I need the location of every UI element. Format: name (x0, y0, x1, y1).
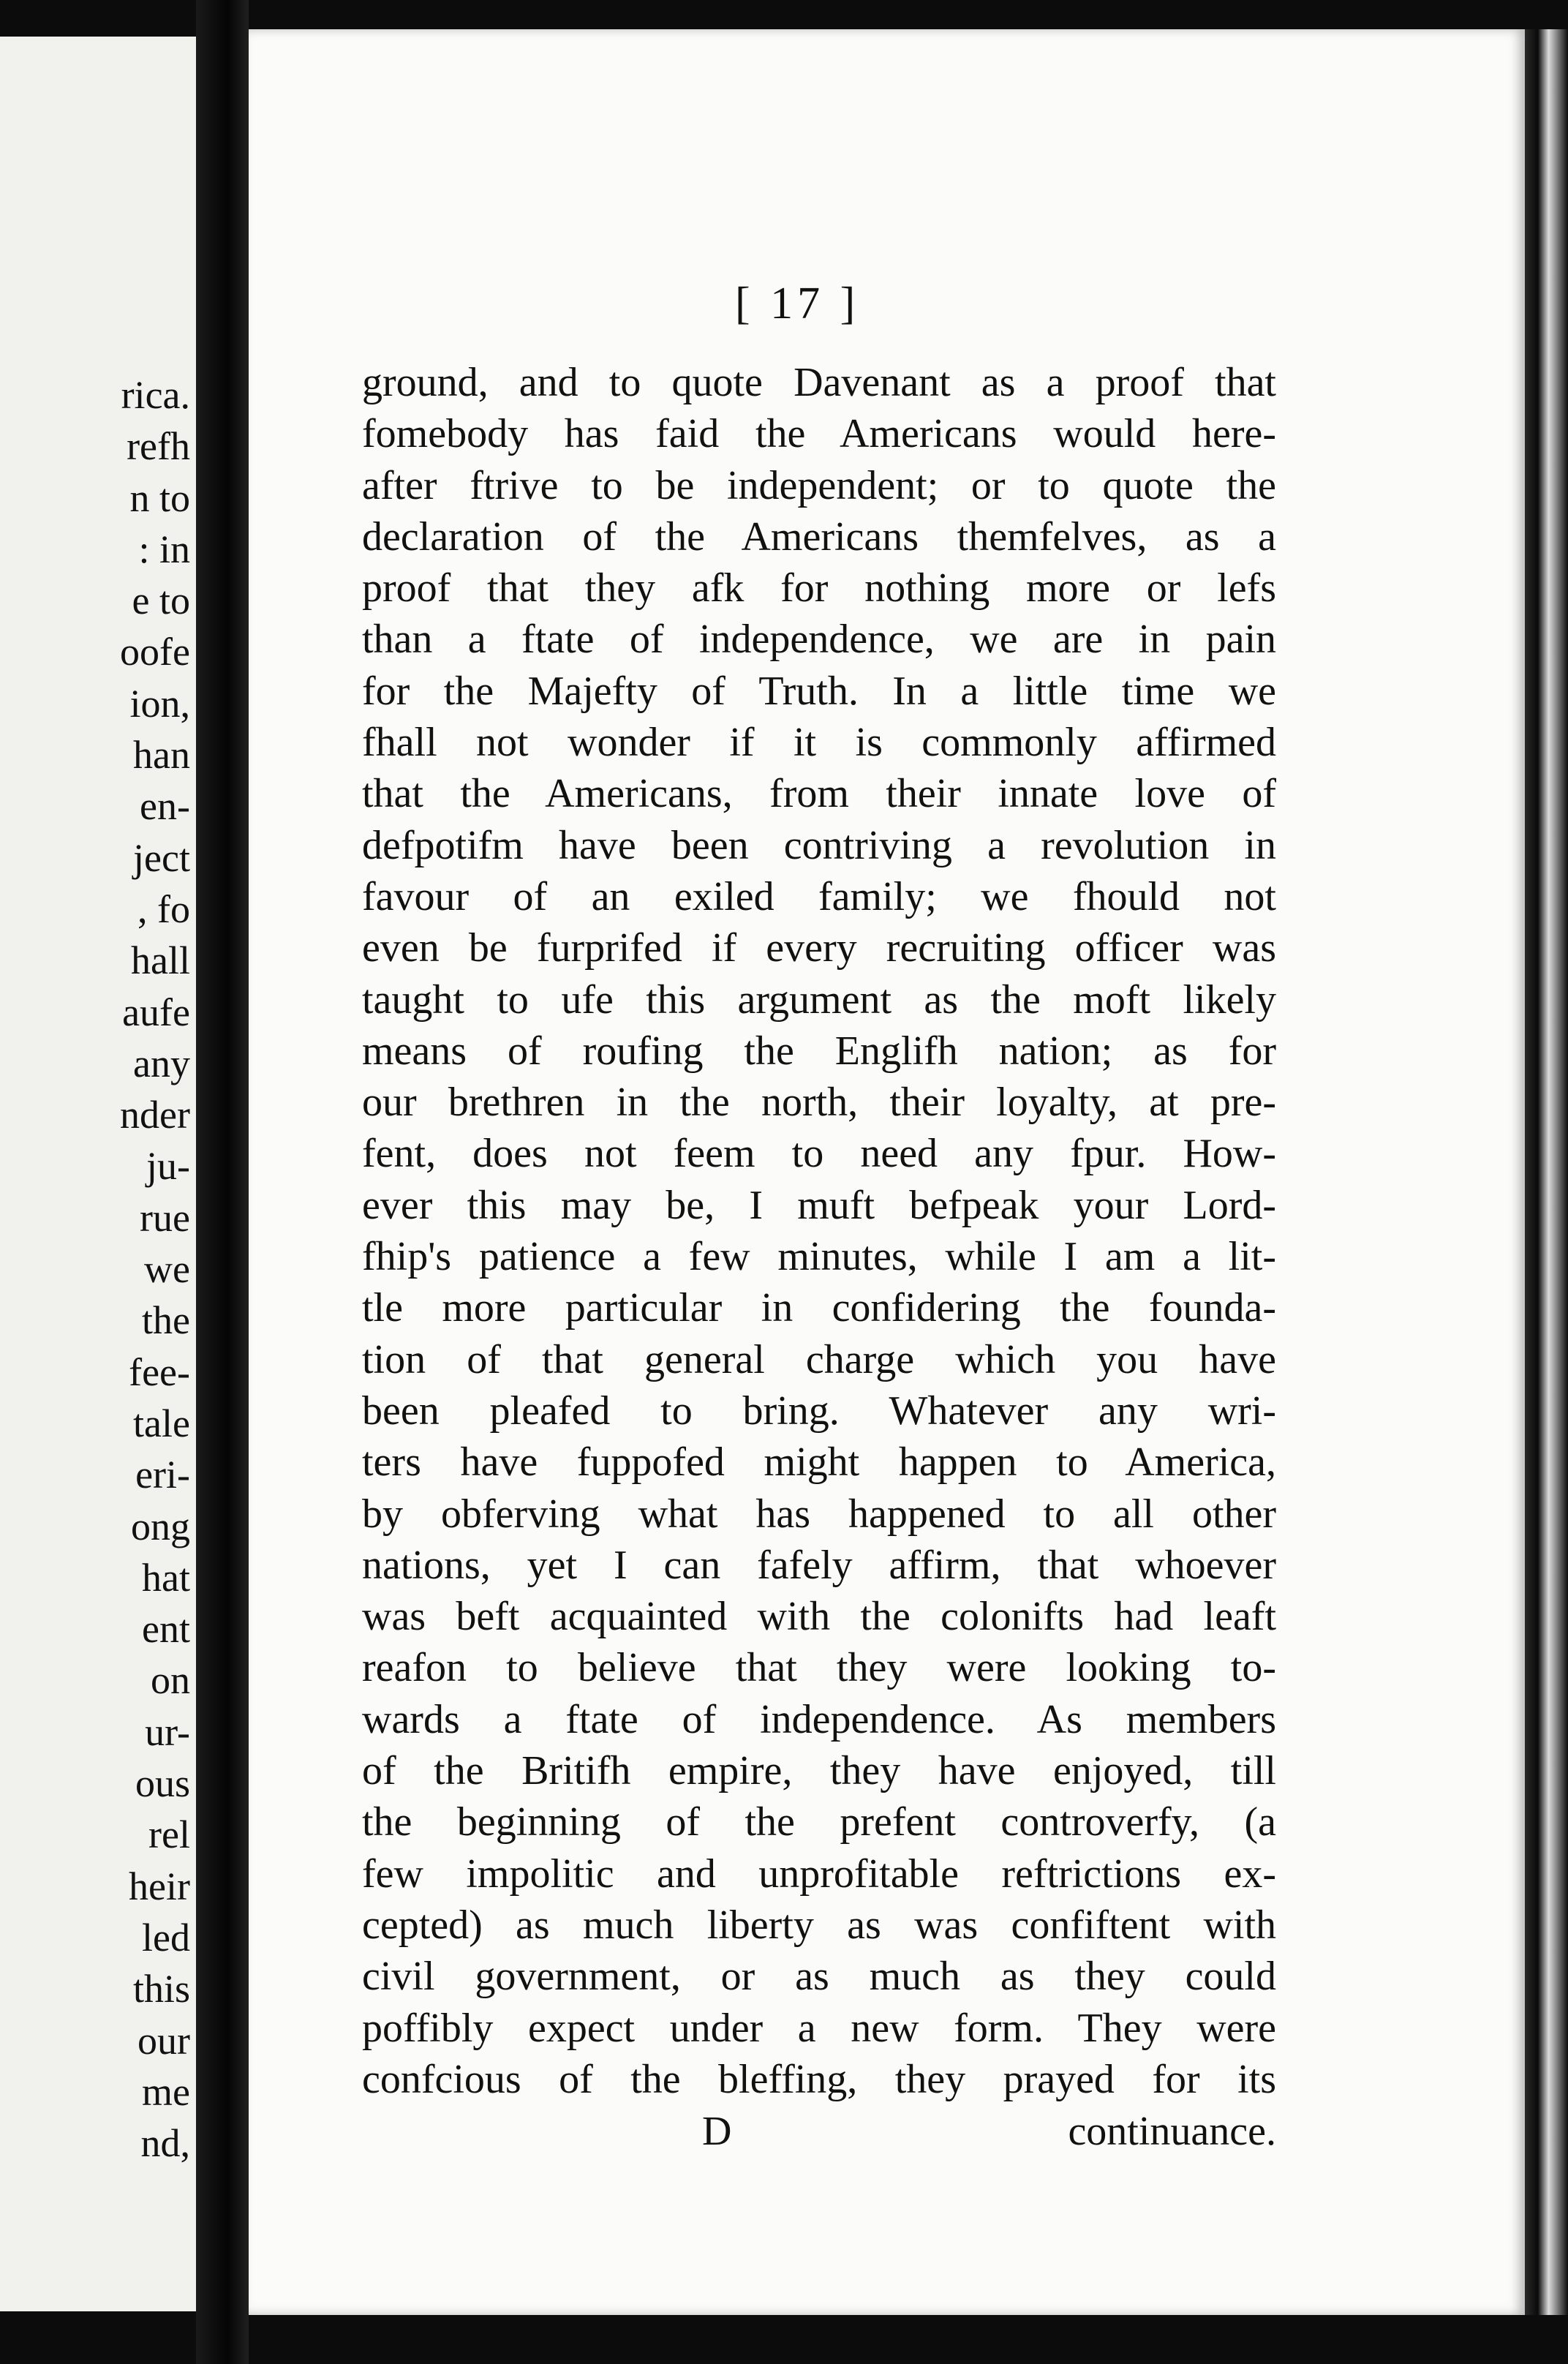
body-text (362, 357, 1276, 2105)
text-line: even be furprifed if every recruiting officer was (362, 925, 1276, 971)
text-line: cepted) as much liberty as was confiftent with (362, 1902, 1276, 1948)
left-fragment-line: rue (140, 1195, 190, 1240)
left-fragment-line: han (133, 733, 190, 778)
text-line: tle more particular in confidering the founda- (362, 1285, 1276, 1331)
text-line: our brethren in the north, their loyalty, at pre- (362, 1080, 1276, 1126)
left-fragment-line: any (133, 1041, 190, 1085)
catchword: continuance. (1068, 2109, 1276, 2154)
page-number: [ 17 ] (735, 279, 860, 328)
page-edge (1525, 29, 1568, 2315)
text-line: wards a ftate of independence. As members (362, 1696, 1276, 1742)
catchline (362, 2108, 1276, 2159)
left-fragment-line: the (142, 1298, 190, 1343)
text-line: civil government, or as much as they could (362, 1954, 1276, 2000)
text-line: reafon to believe that they were looking to- (362, 1645, 1276, 1691)
left-fragment-line: heir (129, 1864, 190, 1908)
left-fragment-line: refh (127, 424, 190, 469)
left-page-fragment (0, 37, 196, 2311)
text-line: few impolitic and unprofitable reftrictions ex- (362, 1851, 1276, 1897)
left-fragment-line: tale (133, 1401, 190, 1445)
left-fragment-line: ous (135, 1761, 190, 1806)
text-line: confcious of the bleffing, they prayed for its (362, 2056, 1276, 2102)
left-fragment-line: me (142, 2069, 190, 2114)
text-line: of the Britifh empire, they have enjoyed, till (362, 1748, 1276, 1794)
left-fragment-line: ion, (129, 681, 190, 726)
text-line: was beft acquainted with the colonifts had leaft (362, 1594, 1276, 1640)
text-line: nations, yet I can fafely affirm, that whoever (362, 1542, 1276, 1588)
left-fragment-line: rel (148, 1812, 190, 1857)
text-line: ever this may be, I muft befpeak your Lord- (362, 1182, 1276, 1228)
left-fragment-line: , fo (137, 886, 190, 931)
text-line: fhip's patience a few minutes, while I am a lit- (362, 1234, 1276, 1280)
text-line: fent, does not feem to need any fpur. How- (362, 1131, 1276, 1177)
left-fragment-line: ject (133, 835, 190, 880)
text-line: by obferving what has happened to all other (362, 1491, 1276, 1537)
left-fragment-line: fee- (129, 1349, 190, 1394)
left-fragment-line: aufe (122, 990, 190, 1034)
left-fragment-line: nd, (140, 2121, 190, 2166)
text-line: been pleafed to bring. Whatever any wri- (362, 1388, 1276, 1434)
text-line: for the Majefty of Truth. In a little time we (362, 668, 1276, 714)
text-line: means of roufing the Englifh nation; as for (362, 1028, 1276, 1074)
left-fragment-line: rica. (121, 373, 190, 417)
text-line: after ftrive to be independent; or to quote the (362, 462, 1276, 508)
book-gutter (196, 0, 249, 2364)
text-line: than a ftate of independence, we are in pain (362, 617, 1276, 663)
left-fragment-line: ent (142, 1607, 190, 1652)
left-fragment-line: n to (129, 475, 190, 520)
left-fragment-line: hat (142, 1555, 190, 1600)
left-fragment-line: oofe (120, 630, 190, 674)
left-fragment-line: eri- (135, 1453, 190, 1497)
text-line: tion of that general charge which you have (362, 1336, 1276, 1382)
left-fragment-line: this (132, 1967, 190, 2011)
text-line: the beginning of the prefent controverfy, (a (362, 1799, 1276, 1845)
text-line: declaration of the Americans themfelves, as a (362, 513, 1276, 560)
left-fragment-line: ong (131, 1504, 190, 1548)
left-fragment-line: on (151, 1658, 190, 1703)
text-line: ground, and to quote Davenant as a proof that (362, 360, 1276, 405)
left-fragment-line: ju- (146, 1144, 190, 1189)
signature-mark: D (702, 2109, 732, 2154)
left-fragment-line: nder (120, 1093, 190, 1137)
left-fragment-line: en- (140, 784, 190, 829)
text-line: fhall not wonder if it is commonly affirmed (362, 720, 1276, 766)
text-line: favour of an exiled family; we fhould not (362, 873, 1276, 919)
left-fragment-line: ur- (145, 1709, 190, 1754)
left-fragment-line: hall (131, 938, 190, 983)
text-line: defpotifm have been contriving a revolution in (362, 822, 1276, 868)
text-line: taught to ufe this argument as the moft likely (362, 976, 1276, 1023)
left-fragment-line: we (144, 1247, 190, 1292)
left-fragment-line: our (137, 2018, 190, 2063)
text-line: poffibly expect under a new form. They were (362, 2005, 1276, 2051)
left-fragment-line: led (142, 1915, 190, 1960)
left-fragment-line: : in (138, 527, 190, 571)
text-line: that the Americans, from their innate love of (362, 771, 1276, 817)
left-page-text (0, 369, 196, 2169)
text-line: ters have fuppofed might happen to America, (362, 1439, 1276, 1486)
text-line: fomebody has faid the Americans would here- (362, 411, 1276, 457)
left-fragment-line: e to (132, 579, 190, 623)
text-line: proof that they afk for nothing more or lefs (362, 565, 1276, 611)
